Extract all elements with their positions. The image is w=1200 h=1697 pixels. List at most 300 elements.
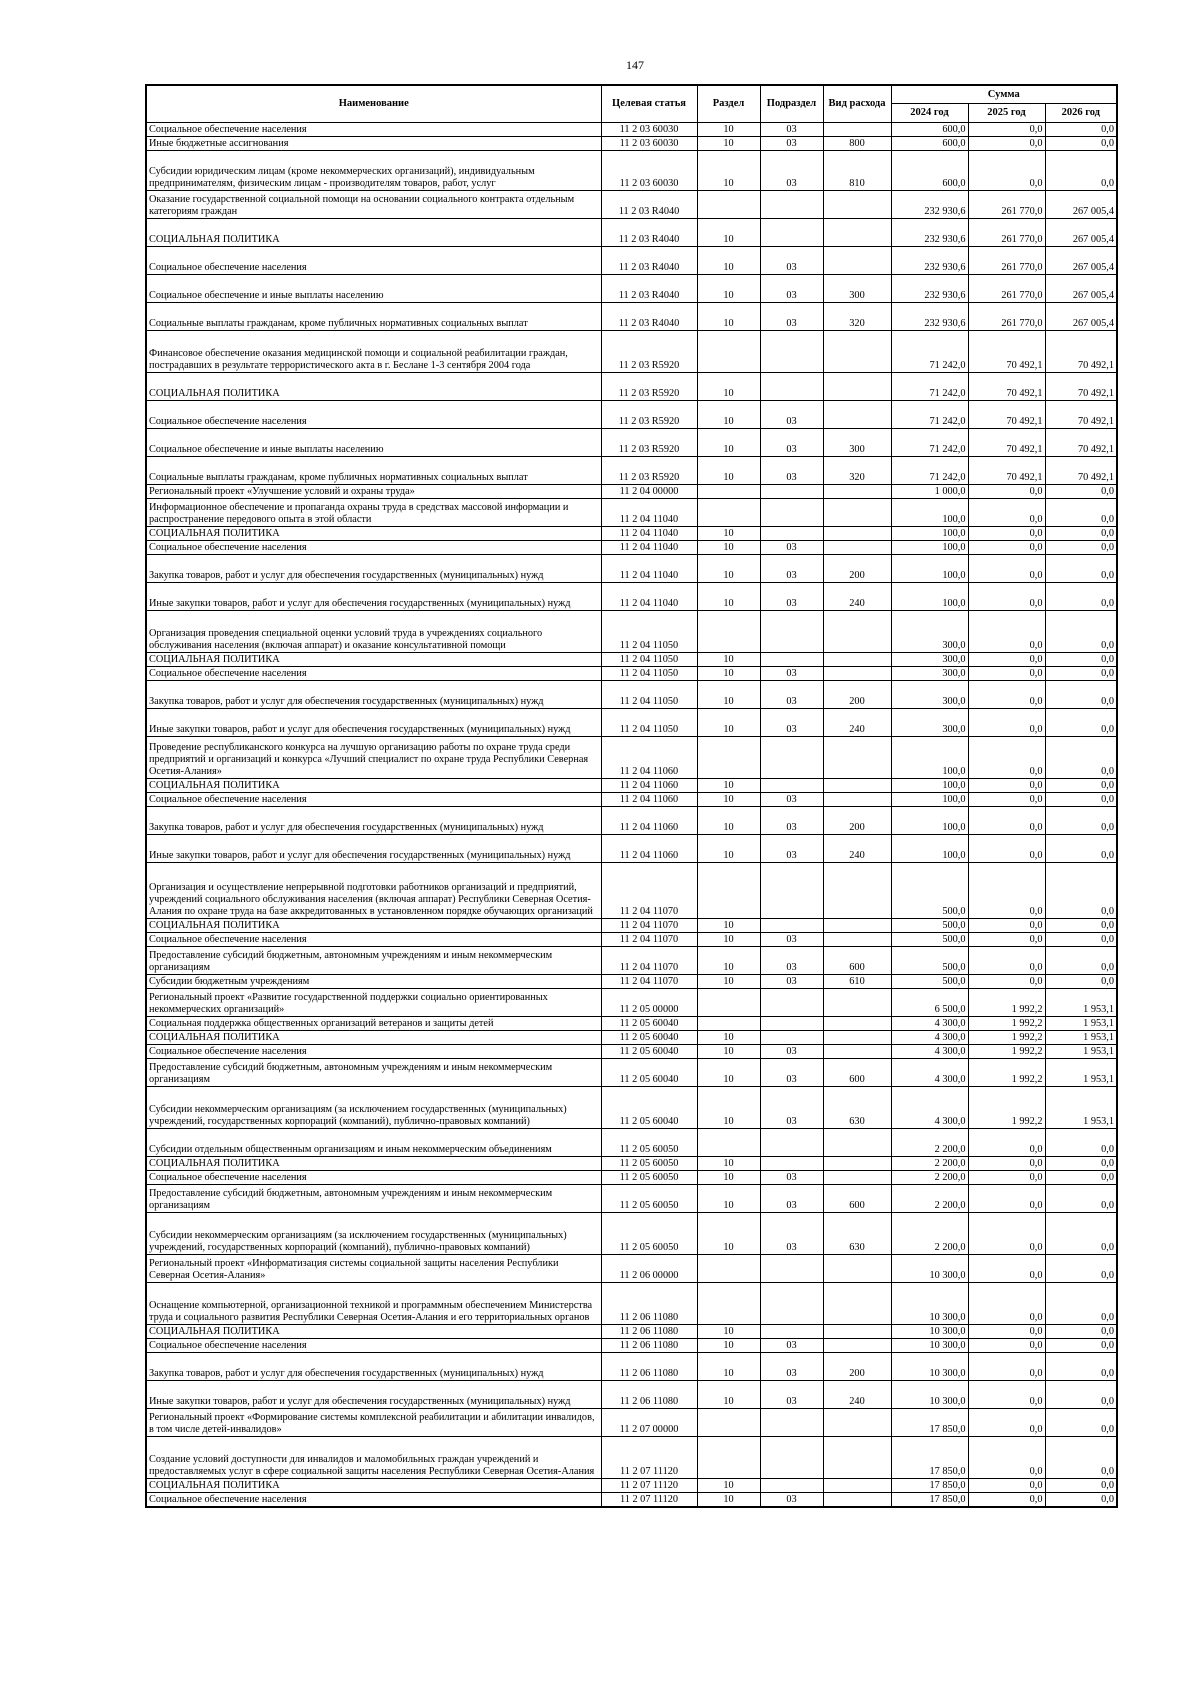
row-section: 10 xyxy=(697,527,760,541)
row-sum-2025: 0,0 xyxy=(968,1185,1045,1213)
row-expense-type xyxy=(823,1325,891,1339)
row-sum-2025: 0,0 xyxy=(968,947,1045,975)
row-subsection: 03 xyxy=(760,709,823,737)
row-target-article: 11 2 07 11120 xyxy=(601,1479,697,1493)
row-sum-2026: 1 953,1 xyxy=(1045,1087,1117,1129)
row-subsection xyxy=(760,989,823,1017)
table-row xyxy=(146,485,1117,499)
row-expense-type xyxy=(823,541,891,555)
row-name: Организация проведения специальной оценки условий труда в учреждениях социального обслуживания населения (включая аппарат) и оказание консультативной помощи xyxy=(146,611,601,653)
row-sum-2026: 0,0 xyxy=(1045,555,1117,583)
row-sum-2026: 0,0 xyxy=(1045,541,1117,555)
row-target-article: 11 2 04 11070 xyxy=(601,947,697,975)
row-sum-2024: 232 930,6 xyxy=(891,247,968,275)
row-sum-2025: 1 992,2 xyxy=(968,1087,1045,1129)
row-expense-type xyxy=(823,779,891,793)
table-row xyxy=(146,667,1117,681)
row-expense-type xyxy=(823,1493,891,1507)
row-section: 10 xyxy=(697,373,760,401)
row-section: 10 xyxy=(697,1213,760,1255)
row-sum-2024: 17 850,0 xyxy=(891,1479,968,1493)
row-subsection: 03 xyxy=(760,137,823,151)
row-sum-2026: 0,0 xyxy=(1045,583,1117,611)
row-expense-type xyxy=(823,191,891,219)
row-expense-type xyxy=(823,1283,891,1325)
row-section: 10 xyxy=(697,1031,760,1045)
row-sum-2024: 4 300,0 xyxy=(891,1059,968,1087)
row-name: Социальное обеспечение населения xyxy=(146,933,601,947)
row-name: СОЦИАЛЬНАЯ ПОЛИТИКА xyxy=(146,1031,601,1045)
row-sum-2025: 0,0 xyxy=(968,835,1045,863)
row-sum-2025: 0,0 xyxy=(968,667,1045,681)
row-name: Региональный проект «Информатизация системы социальной защиты населения Республики Северная Осетия-Алания» xyxy=(146,1255,601,1283)
row-sum-2025: 70 492,1 xyxy=(968,401,1045,429)
row-expense-type xyxy=(823,919,891,933)
row-target-article: 11 2 03 60030 xyxy=(601,137,697,151)
row-subsection xyxy=(760,499,823,527)
table-row xyxy=(146,863,1117,919)
row-subsection: 03 xyxy=(760,1493,823,1507)
row-target-article: 11 2 04 11040 xyxy=(601,527,697,541)
row-expense-type xyxy=(823,1045,891,1059)
row-target-article: 11 2 06 11080 xyxy=(601,1381,697,1409)
row-sum-2024: 10 300,0 xyxy=(891,1353,968,1381)
row-target-article: 11 2 04 11040 xyxy=(601,541,697,555)
row-name: СОЦИАЛЬНАЯ ПОЛИТИКА xyxy=(146,219,601,247)
row-name: Социальное обеспечение населения xyxy=(146,793,601,807)
row-sum-2026: 0,0 xyxy=(1045,499,1117,527)
row-subsection: 03 xyxy=(760,275,823,303)
row-sum-2026: 0,0 xyxy=(1045,835,1117,863)
table-row xyxy=(146,1409,1117,1437)
row-name: Закупка товаров, работ и услуг для обеспечения государственных (муниципальных) нужд xyxy=(146,1353,601,1381)
row-subsection xyxy=(760,485,823,499)
row-name: Субсидии некоммерческим организациям (за исключением государственных (муниципальных) учреждений, государственных корпораций (компаний), публично-правовых компаний) xyxy=(146,1213,601,1255)
row-sum-2024: 100,0 xyxy=(891,541,968,555)
row-name: Иные закупки товаров, работ и услуг для обеспечения государственных (муниципальных) нужд xyxy=(146,835,601,863)
row-expense-type xyxy=(823,933,891,947)
row-sum-2024: 232 930,6 xyxy=(891,275,968,303)
table-row xyxy=(146,1087,1117,1129)
row-sum-2025: 0,0 xyxy=(968,611,1045,653)
header-2026: 2026 год xyxy=(1045,104,1117,123)
row-section: 10 xyxy=(697,275,760,303)
row-sum-2025: 0,0 xyxy=(968,123,1045,137)
row-sum-2024: 500,0 xyxy=(891,947,968,975)
row-sum-2024: 6 500,0 xyxy=(891,989,968,1017)
row-sum-2024: 100,0 xyxy=(891,583,968,611)
row-name: Иные закупки товаров, работ и услуг для обеспечения государственных (муниципальных) нужд xyxy=(146,583,601,611)
row-target-article: 11 2 05 60050 xyxy=(601,1129,697,1157)
row-sum-2026: 1 953,1 xyxy=(1045,989,1117,1017)
row-name: Социальное обеспечение населения xyxy=(146,541,601,555)
row-sum-2024: 71 242,0 xyxy=(891,331,968,373)
row-expense-type xyxy=(823,1437,891,1479)
row-sum-2024: 100,0 xyxy=(891,737,968,779)
row-target-article: 11 2 04 11070 xyxy=(601,919,697,933)
row-sum-2026: 267 005,4 xyxy=(1045,275,1117,303)
row-name: Социальное обеспечение и иные выплаты населению xyxy=(146,275,601,303)
table-row xyxy=(146,1017,1117,1031)
row-expense-type xyxy=(823,611,891,653)
row-section: 10 xyxy=(697,555,760,583)
row-sum-2024: 600,0 xyxy=(891,137,968,151)
table-row xyxy=(146,975,1117,989)
row-sum-2024: 17 850,0 xyxy=(891,1409,968,1437)
row-name: СОЦИАЛЬНАЯ ПОЛИТИКА xyxy=(146,653,601,667)
row-sum-2025: 0,0 xyxy=(968,1157,1045,1171)
row-target-article: 11 2 04 11060 xyxy=(601,835,697,863)
row-target-article: 11 2 04 11060 xyxy=(601,779,697,793)
row-sum-2024: 600,0 xyxy=(891,151,968,191)
row-section xyxy=(697,1017,760,1031)
row-section: 10 xyxy=(697,933,760,947)
row-subsection: 03 xyxy=(760,247,823,275)
row-target-article: 11 2 05 60050 xyxy=(601,1185,697,1213)
row-sum-2024: 10 300,0 xyxy=(891,1283,968,1325)
row-sum-2026: 70 492,1 xyxy=(1045,401,1117,429)
row-target-article: 11 2 05 60040 xyxy=(601,1017,697,1031)
row-subsection xyxy=(760,1129,823,1157)
row-section: 10 xyxy=(697,401,760,429)
row-expense-type xyxy=(823,1031,891,1045)
row-sum-2025: 0,0 xyxy=(968,1479,1045,1493)
row-section: 10 xyxy=(697,653,760,667)
table-body xyxy=(146,123,1117,1507)
row-section xyxy=(697,1409,760,1437)
row-target-article: 11 2 03 R4040 xyxy=(601,219,697,247)
table-row xyxy=(146,247,1117,275)
row-target-article: 11 2 05 60040 xyxy=(601,1031,697,1045)
row-target-article: 11 2 03 R4040 xyxy=(601,247,697,275)
row-section: 10 xyxy=(697,835,760,863)
row-name: СОЦИАЛЬНАЯ ПОЛИТИКА xyxy=(146,919,601,933)
row-section: 10 xyxy=(697,1157,760,1171)
row-section: 10 xyxy=(697,303,760,331)
row-subsection: 03 xyxy=(760,681,823,709)
row-section xyxy=(697,863,760,919)
row-subsection xyxy=(760,331,823,373)
table-row xyxy=(146,191,1117,219)
row-expense-type xyxy=(823,485,891,499)
row-name: Субсидии некоммерческим организациям (за исключением государственных (муниципальных) учреждений, государственных корпораций (компаний), публично-правовых компаний) xyxy=(146,1087,601,1129)
row-sum-2025: 0,0 xyxy=(968,779,1045,793)
row-expense-type xyxy=(823,737,891,779)
row-section: 10 xyxy=(697,1171,760,1185)
header-2024: 2024 год xyxy=(891,104,968,123)
row-sum-2026: 0,0 xyxy=(1045,1283,1117,1325)
row-sum-2026: 0,0 xyxy=(1045,485,1117,499)
row-sum-2025: 0,0 xyxy=(968,919,1045,933)
row-sum-2024: 100,0 xyxy=(891,499,968,527)
row-target-article: 11 2 03 R5920 xyxy=(601,401,697,429)
row-sum-2024: 100,0 xyxy=(891,793,968,807)
row-section: 10 xyxy=(697,151,760,191)
row-sum-2024: 100,0 xyxy=(891,807,968,835)
row-target-article: 11 2 05 60040 xyxy=(601,1087,697,1129)
row-target-article: 11 2 03 60030 xyxy=(601,123,697,137)
row-subsection xyxy=(760,1157,823,1171)
row-expense-type: 810 xyxy=(823,151,891,191)
row-target-article: 11 2 05 60040 xyxy=(601,1059,697,1087)
row-sum-2026: 0,0 xyxy=(1045,653,1117,667)
row-section: 10 xyxy=(697,123,760,137)
row-expense-type: 240 xyxy=(823,709,891,737)
row-expense-type xyxy=(823,1255,891,1283)
header-sum: Сумма xyxy=(891,85,1117,104)
row-subsection: 03 xyxy=(760,793,823,807)
header-target-article: Целевая статья xyxy=(601,85,697,123)
row-name: Социальное обеспечение и иные выплаты населению xyxy=(146,429,601,457)
table-row xyxy=(146,1031,1117,1045)
row-sum-2025: 0,0 xyxy=(968,499,1045,527)
row-expense-type xyxy=(823,653,891,667)
row-sum-2024: 4 300,0 xyxy=(891,1087,968,1129)
row-sum-2024: 71 242,0 xyxy=(891,457,968,485)
row-subsection: 03 xyxy=(760,1213,823,1255)
row-subsection xyxy=(760,611,823,653)
row-sum-2024: 10 300,0 xyxy=(891,1339,968,1353)
table-row xyxy=(146,681,1117,709)
row-name: Закупка товаров, работ и услуг для обеспечения государственных (муниципальных) нужд xyxy=(146,681,601,709)
row-sum-2026: 0,0 xyxy=(1045,1213,1117,1255)
row-section: 10 xyxy=(697,1493,760,1507)
row-target-article: 11 2 04 00000 xyxy=(601,485,697,499)
row-expense-type: 300 xyxy=(823,429,891,457)
row-sum-2024: 71 242,0 xyxy=(891,373,968,401)
row-expense-type xyxy=(823,989,891,1017)
row-sum-2025: 261 770,0 xyxy=(968,191,1045,219)
row-name: СОЦИАЛЬНАЯ ПОЛИТИКА xyxy=(146,1157,601,1171)
row-target-article: 11 2 06 11080 xyxy=(601,1283,697,1325)
header-expense-type: Вид расхода xyxy=(823,85,891,123)
row-subsection: 03 xyxy=(760,1185,823,1213)
row-name: СОЦИАЛЬНАЯ ПОЛИТИКА xyxy=(146,527,601,541)
row-target-article: 11 2 04 11040 xyxy=(601,555,697,583)
row-sum-2026: 1 953,1 xyxy=(1045,1017,1117,1031)
row-expense-type: 240 xyxy=(823,835,891,863)
row-section xyxy=(697,331,760,373)
row-sum-2026: 70 492,1 xyxy=(1045,457,1117,485)
row-sum-2024: 100,0 xyxy=(891,555,968,583)
table-row xyxy=(146,835,1117,863)
table-row xyxy=(146,583,1117,611)
row-section: 10 xyxy=(697,975,760,989)
row-subsection: 03 xyxy=(760,1087,823,1129)
row-target-article: 11 2 05 00000 xyxy=(601,989,697,1017)
row-name: СОЦИАЛЬНАЯ ПОЛИТИКА xyxy=(146,373,601,401)
row-name: Социальное обеспечение населения xyxy=(146,401,601,429)
row-sum-2024: 2 200,0 xyxy=(891,1213,968,1255)
row-section: 10 xyxy=(697,793,760,807)
row-sum-2026: 267 005,4 xyxy=(1045,191,1117,219)
row-sum-2026: 0,0 xyxy=(1045,1353,1117,1381)
table-row xyxy=(146,275,1117,303)
row-expense-type: 240 xyxy=(823,1381,891,1409)
row-expense-type: 300 xyxy=(823,275,891,303)
row-sum-2026: 0,0 xyxy=(1045,527,1117,541)
row-section: 10 xyxy=(697,1045,760,1059)
table-row xyxy=(146,737,1117,779)
row-sum-2025: 1 992,2 xyxy=(968,1045,1045,1059)
row-sum-2024: 232 930,6 xyxy=(891,303,968,331)
row-name: Финансовое обеспечение оказания медицинской помощи и социальной реабилитации граждан, пострадавших в результате террористического акта в г. Беслане 1-3 сентября 2004 года xyxy=(146,331,601,373)
row-expense-type xyxy=(823,219,891,247)
row-sum-2026: 1 953,1 xyxy=(1045,1045,1117,1059)
row-expense-type xyxy=(823,667,891,681)
row-target-article: 11 2 03 R5920 xyxy=(601,331,697,373)
row-sum-2025: 0,0 xyxy=(968,1213,1045,1255)
row-name: Социальная поддержка общественных организаций ветеранов и защиты детей xyxy=(146,1017,601,1031)
row-sum-2024: 300,0 xyxy=(891,681,968,709)
row-subsection xyxy=(760,527,823,541)
row-section: 10 xyxy=(697,947,760,975)
row-sum-2025: 0,0 xyxy=(968,151,1045,191)
row-sum-2025: 0,0 xyxy=(968,527,1045,541)
row-expense-type: 600 xyxy=(823,947,891,975)
table-header xyxy=(146,85,1117,123)
header-subsection: Подраздел xyxy=(760,85,823,123)
row-name: Проведение республиканского конкурса на лучшую организацию работы по охране труда среди предприятий и организаций и конкурса «Лучший специалист по охране труда Республики Северная Осетия-Алания» xyxy=(146,737,601,779)
row-expense-type: 200 xyxy=(823,555,891,583)
row-sum-2025: 70 492,1 xyxy=(968,373,1045,401)
row-sum-2025: 0,0 xyxy=(968,653,1045,667)
row-name: Социальное обеспечение населения xyxy=(146,1339,601,1353)
row-subsection: 03 xyxy=(760,151,823,191)
row-sum-2026: 0,0 xyxy=(1045,863,1117,919)
row-name: Организация и осуществление непрерывной подготовки работников организаций и предприятий, учреждений социального обслуживания населения (включая аппарат) Республики Северная Осетия-Алания по охране труда на базе аккредитованных в установленном порядке обучающих организаций xyxy=(146,863,601,919)
row-sum-2026: 267 005,4 xyxy=(1045,219,1117,247)
table-row xyxy=(146,123,1117,137)
row-sum-2025: 1 992,2 xyxy=(968,1017,1045,1031)
budget-table xyxy=(145,84,1118,1508)
row-name: Региональный проект «Улучшение условий и охраны труда» xyxy=(146,485,601,499)
table-row xyxy=(146,779,1117,793)
row-section: 10 xyxy=(697,1087,760,1129)
table-row xyxy=(146,219,1117,247)
table-row xyxy=(146,919,1117,933)
row-sum-2026: 0,0 xyxy=(1045,709,1117,737)
row-sum-2026: 0,0 xyxy=(1045,737,1117,779)
row-target-article: 11 2 03 R5920 xyxy=(601,373,697,401)
row-subsection: 03 xyxy=(760,1339,823,1353)
row-sum-2026: 0,0 xyxy=(1045,1493,1117,1507)
row-expense-type xyxy=(823,401,891,429)
row-sum-2024: 100,0 xyxy=(891,527,968,541)
row-section xyxy=(697,1437,760,1479)
table-row xyxy=(146,555,1117,583)
row-subsection: 03 xyxy=(760,555,823,583)
row-name: Предоставление субсидий бюджетным, автономным учреждениям и иным некоммерческим организациям xyxy=(146,947,601,975)
table-row xyxy=(146,709,1117,737)
row-sum-2026: 0,0 xyxy=(1045,1409,1117,1437)
row-sum-2024: 100,0 xyxy=(891,779,968,793)
row-name: Создание условий доступности для инвалидов и маломобильных граждан учреждений и предоставляемых услуг в сфере социальной защиты населения Республики Северная Осетия-Алания xyxy=(146,1437,601,1479)
table-row xyxy=(146,1059,1117,1087)
row-expense-type xyxy=(823,331,891,373)
row-subsection: 03 xyxy=(760,807,823,835)
table-row xyxy=(146,1381,1117,1409)
row-sum-2024: 100,0 xyxy=(891,835,968,863)
row-section: 10 xyxy=(697,919,760,933)
row-expense-type xyxy=(823,1129,891,1157)
row-sum-2024: 500,0 xyxy=(891,863,968,919)
table-row xyxy=(146,1185,1117,1213)
row-sum-2026: 1 953,1 xyxy=(1045,1059,1117,1087)
row-name: Оснащение компьютерной, организационной техникой и программным обеспечением Министерства труда и социального развития Республики Северная Осетия-Алания и его территориальных органов xyxy=(146,1283,601,1325)
row-subsection xyxy=(760,1031,823,1045)
row-name: Социальное обеспечение населения xyxy=(146,123,601,137)
row-name: Социальные выплаты гражданам, кроме публичных нормативных социальных выплат xyxy=(146,303,601,331)
row-subsection: 03 xyxy=(760,1353,823,1381)
row-subsection xyxy=(760,779,823,793)
row-target-article: 11 2 03 60030 xyxy=(601,151,697,191)
row-name: Иные закупки товаров, работ и услуг для обеспечения государственных (муниципальных) нужд xyxy=(146,1381,601,1409)
row-subsection xyxy=(760,1255,823,1283)
row-sum-2026: 0,0 xyxy=(1045,1339,1117,1353)
table-row xyxy=(146,1213,1117,1255)
row-sum-2025: 0,0 xyxy=(968,1353,1045,1381)
table-row xyxy=(146,499,1117,527)
row-subsection: 03 xyxy=(760,975,823,989)
row-sum-2026: 0,0 xyxy=(1045,793,1117,807)
row-sum-2024: 300,0 xyxy=(891,653,968,667)
row-target-article: 11 2 04 11070 xyxy=(601,933,697,947)
row-subsection: 03 xyxy=(760,835,823,863)
row-sum-2024: 2 200,0 xyxy=(891,1171,968,1185)
row-subsection xyxy=(760,1437,823,1479)
row-section: 10 xyxy=(697,247,760,275)
row-sum-2025: 70 492,1 xyxy=(968,429,1045,457)
row-sum-2024: 300,0 xyxy=(891,709,968,737)
row-subsection: 03 xyxy=(760,541,823,555)
table-row xyxy=(146,1339,1117,1353)
row-sum-2026: 0,0 xyxy=(1045,1129,1117,1157)
row-section: 10 xyxy=(697,1185,760,1213)
row-target-article: 11 2 06 11080 xyxy=(601,1339,697,1353)
row-sum-2026: 0,0 xyxy=(1045,807,1117,835)
row-sum-2026: 0,0 xyxy=(1045,779,1117,793)
row-subsection xyxy=(760,191,823,219)
table-row xyxy=(146,653,1117,667)
row-sum-2025: 0,0 xyxy=(968,1437,1045,1479)
row-name: Предоставление субсидий бюджетным, автономным учреждениям и иным некоммерческим организациям xyxy=(146,1059,601,1087)
table-row xyxy=(146,373,1117,401)
row-sum-2026: 70 492,1 xyxy=(1045,331,1117,373)
row-sum-2024: 4 300,0 xyxy=(891,1031,968,1045)
row-name: Предоставление субсидий бюджетным, автономным учреждениям и иным некоммерческим организациям xyxy=(146,1185,601,1213)
row-sum-2025: 0,0 xyxy=(968,1325,1045,1339)
row-section: 10 xyxy=(697,1381,760,1409)
row-sum-2025: 0,0 xyxy=(968,709,1045,737)
table-row xyxy=(146,429,1117,457)
row-sum-2024: 10 300,0 xyxy=(891,1255,968,1283)
row-sum-2025: 0,0 xyxy=(968,933,1045,947)
header-2025: 2025 год xyxy=(968,104,1045,123)
row-sum-2025: 70 492,1 xyxy=(968,457,1045,485)
row-name: Социальное обеспечение населения xyxy=(146,247,601,275)
row-subsection xyxy=(760,737,823,779)
row-name: СОЦИАЛЬНАЯ ПОЛИТИКА xyxy=(146,1325,601,1339)
row-section: 10 xyxy=(697,137,760,151)
table-row xyxy=(146,1353,1117,1381)
row-expense-type: 600 xyxy=(823,1059,891,1087)
row-target-article: 11 2 05 60050 xyxy=(601,1213,697,1255)
row-subsection: 03 xyxy=(760,1381,823,1409)
table-row xyxy=(146,1325,1117,1339)
row-name: Социальное обеспечение населения xyxy=(146,1493,601,1507)
row-target-article: 11 2 04 11060 xyxy=(601,807,697,835)
